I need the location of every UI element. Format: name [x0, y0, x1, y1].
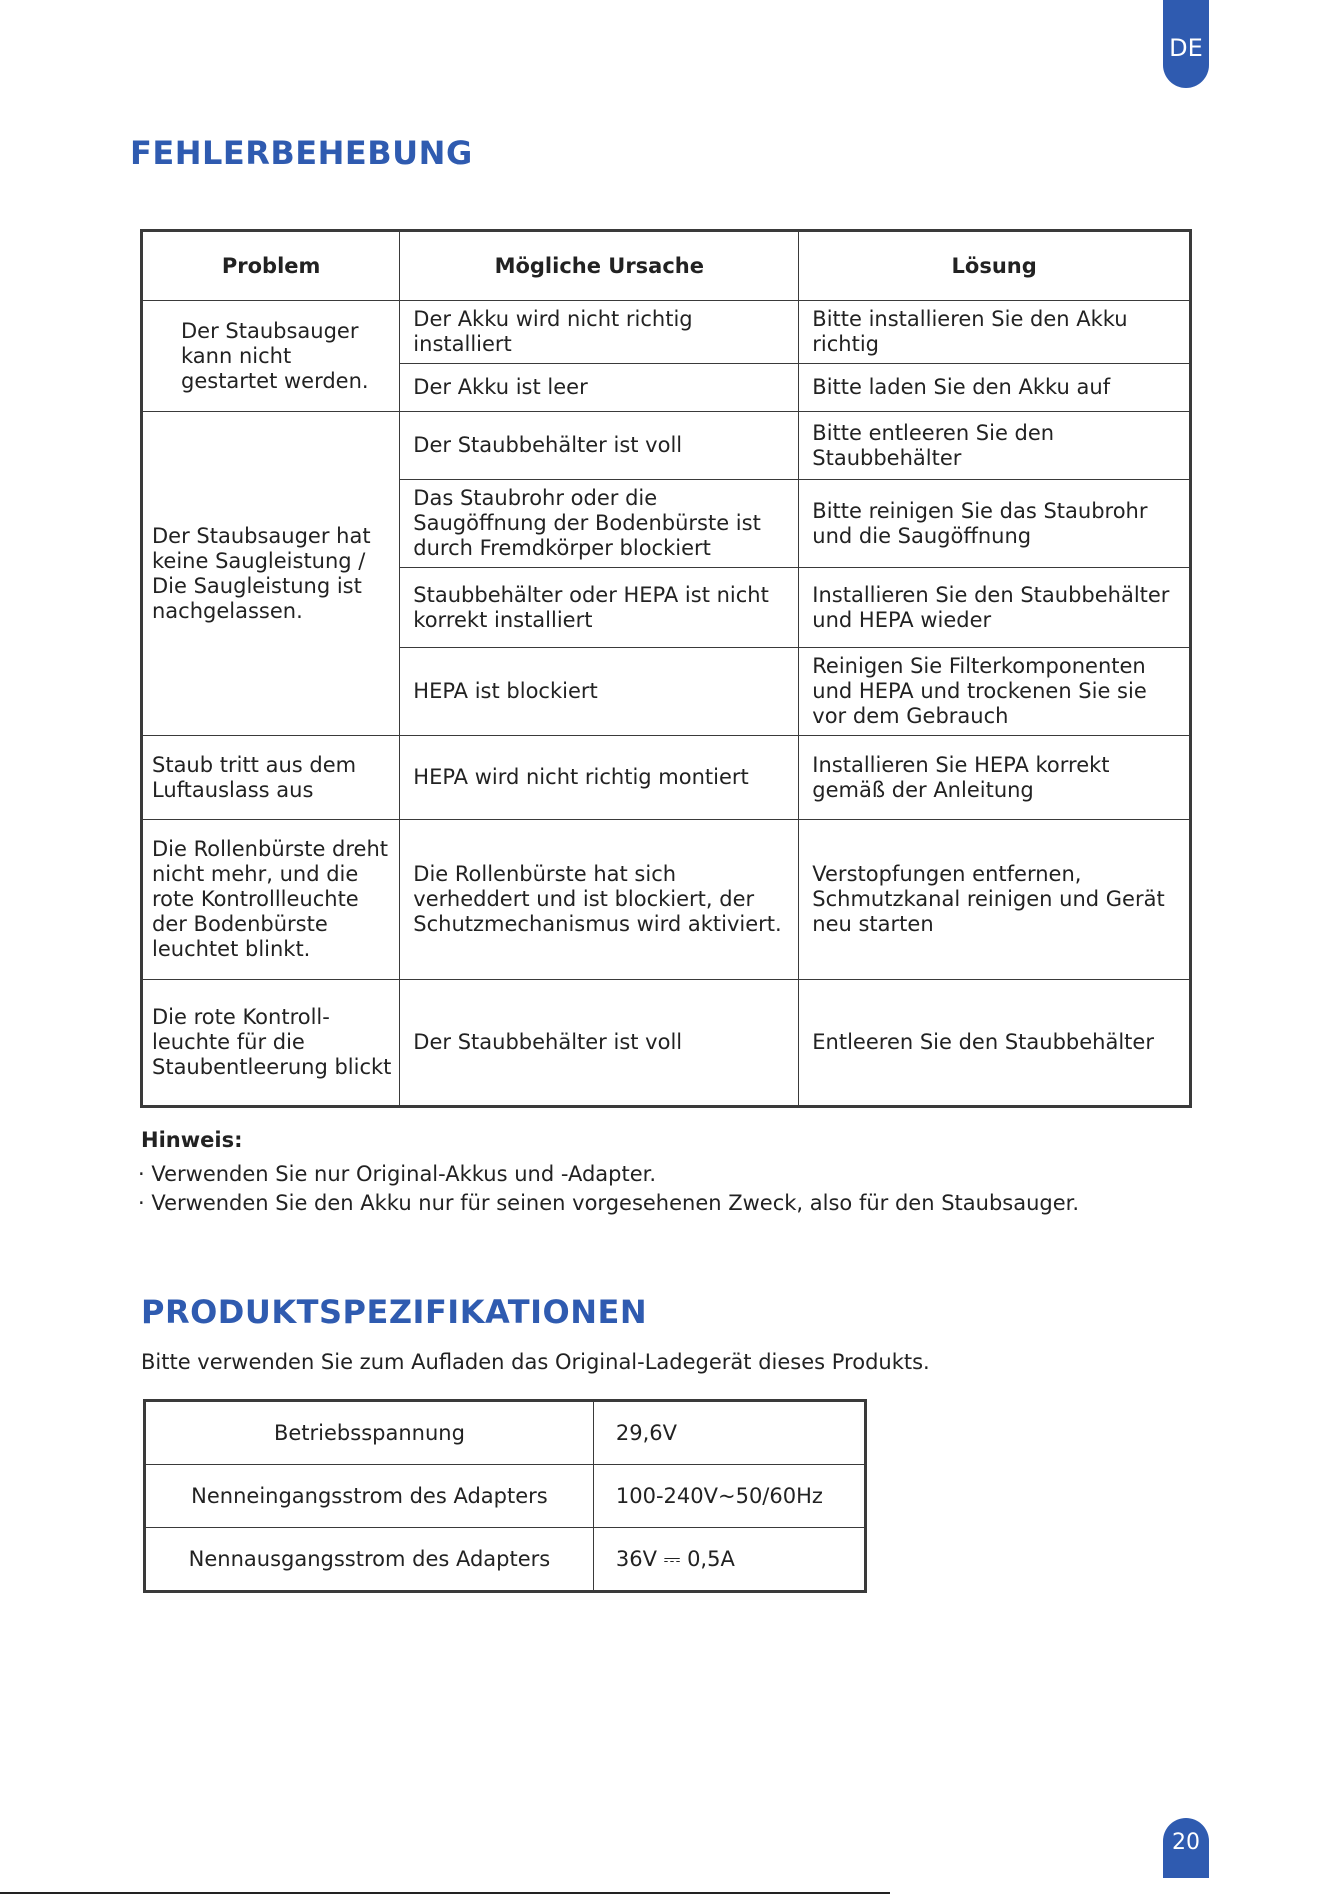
spec-label: Nennausgangsstrom des Adapters	[145, 1528, 594, 1592]
solution-cell: Installieren Sie HEPA korrekt gemäß der Anleitung	[799, 736, 1191, 820]
table-row	[142, 820, 1191, 980]
note-title: Hinweis:	[141, 1128, 243, 1152]
specifications-title: PRODUKTSPEZIFIKATIONEN	[141, 1293, 648, 1331]
table-row	[142, 412, 1191, 480]
solution-cell: Bitte entleeren Sie den Staubbehälter	[799, 412, 1191, 480]
spec-value: 36V ⎓ 0,5A	[593, 1528, 865, 1592]
column-header-cause: Mögliche Ursache	[400, 231, 799, 301]
note-item: · Verwenden Sie nur Original-Akkus und -Adapter.	[138, 1162, 657, 1186]
troubleshooting-title: FEHLERBEHEBUNG	[130, 134, 473, 172]
cause-cell: HEPA wird nicht richtig montiert	[400, 736, 799, 820]
table-row	[142, 301, 1191, 364]
solution-cell: Bitte reinigen Sie das Staubrohr und die Saugöffnung	[799, 480, 1191, 568]
note-item: · Verwenden Sie den Akku nur für seinen vorgesehenen Zweck, also für den Staubsauger.	[138, 1191, 1080, 1215]
problem-cell: Staub tritt aus dem Luftauslass aus	[142, 736, 400, 820]
table-row	[142, 980, 1191, 1107]
problem-cell: Die Rollenbürste dreht nicht mehr, und die rote Kontrollleuchte der Bodenbürste leuchtet blinkt.	[142, 820, 400, 980]
table-row	[145, 1528, 866, 1592]
table-row	[142, 736, 1191, 820]
cause-cell: Die Rollenbürste hat sich verheddert und ist blockiert, der Schutzmechanismus wird aktiviert.	[400, 820, 799, 980]
table-row	[145, 1401, 866, 1465]
cause-cell: Der Akku ist leer	[400, 364, 799, 412]
cause-cell: Der Staubbehälter ist voll	[400, 980, 799, 1107]
language-label: DE	[1169, 34, 1203, 62]
troubleshooting-table	[140, 229, 1192, 1108]
spec-label: Betriebsspannung	[145, 1401, 594, 1465]
cause-cell: Der Staubbehälter ist voll	[400, 412, 799, 480]
column-header-problem: Problem	[142, 231, 400, 301]
language-tab	[1163, 0, 1209, 88]
spec-value: 29,6V	[593, 1401, 865, 1465]
problem-cell: Die rote Kontroll-leuchte für die Staubentleerung blickt	[142, 980, 400, 1107]
spec-value: 100-240V~50/60Hz	[593, 1465, 865, 1528]
problem-cell: Der Staubsauger hat keine Saugleistung / Die Saugleistung ist nachgelassen.	[142, 412, 400, 736]
spec-label: Nenneingangsstrom des Adapters	[145, 1465, 594, 1528]
table-header-row	[142, 231, 1191, 301]
specifications-intro: Bitte verwenden Sie zum Aufladen das Original-Ladegerät dieses Produkts.	[141, 1350, 930, 1374]
solution-cell: Bitte laden Sie den Akku auf	[799, 364, 1191, 412]
column-header-solution: Lösung	[799, 231, 1191, 301]
cause-cell: Das Staubrohr oder die Saugöffnung der Bodenbürste ist durch Fremdkörper blockiert	[400, 480, 799, 568]
problem-cell: Der Staubsauger kann nicht gestartet werden.	[142, 301, 400, 412]
solution-cell: Bitte installieren Sie den Akku richtig	[799, 301, 1191, 364]
table-row	[145, 1465, 866, 1528]
solution-cell: Verstopfungen entfernen, Schmutzkanal reinigen und Gerät neu starten	[799, 820, 1191, 980]
cause-cell: HEPA ist blockiert	[400, 648, 799, 736]
specifications-table	[143, 1399, 867, 1593]
page-number: 20	[1172, 1830, 1200, 1855]
cause-cell: Der Akku wird nicht richtig installiert	[400, 301, 799, 364]
page-number-tab	[1163, 1818, 1209, 1878]
cause-cell: Staubbehälter oder HEPA ist nicht korrekt installiert	[400, 568, 799, 648]
solution-cell: Reinigen Sie Filterkomponenten und HEPA und trockenen Sie sie vor dem Gebrauch	[799, 648, 1191, 736]
solution-cell: Entleeren Sie den Staubbehälter	[799, 980, 1191, 1107]
solution-cell: Installieren Sie den Staubbehälter und HEPA wieder	[799, 568, 1191, 648]
